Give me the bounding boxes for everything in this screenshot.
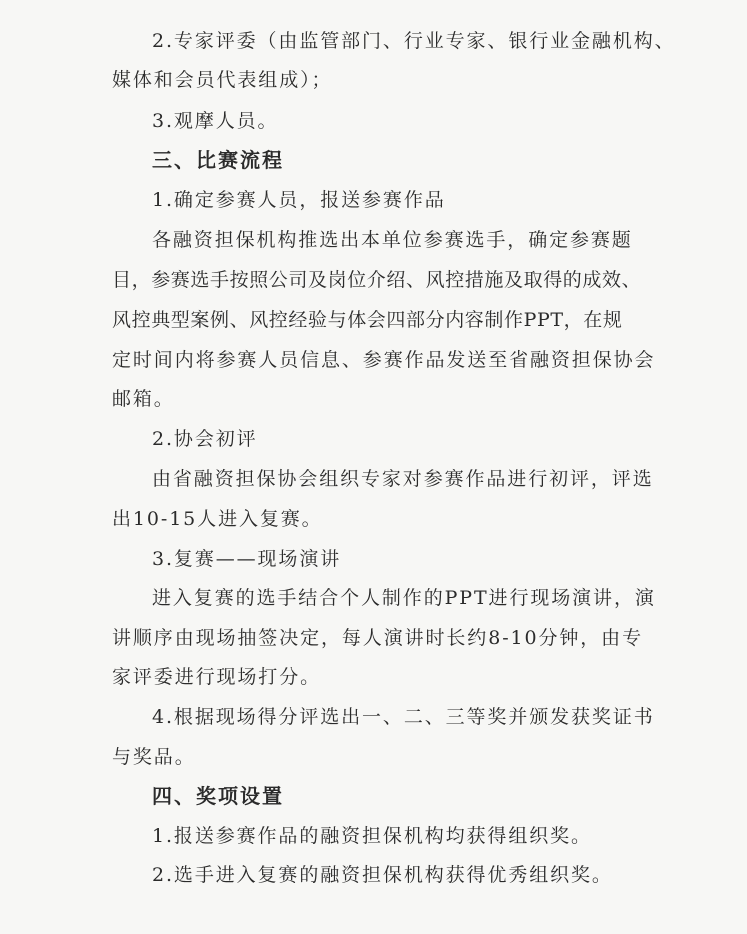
process-step-2-body: 由省融资担保协会组织专家对参赛作品进行初评，评选 — [152, 468, 654, 490]
process-step-3-title: 3.复赛——现场演讲 — [152, 548, 342, 570]
process-step-4: 4.根据现场得分评选出一、二、三等奖并颁发获奖证书 — [152, 706, 655, 728]
process-step-3-body: 进入复赛的选手结合个人制作的PPT进行现场演讲，演 — [152, 587, 656, 609]
award-item-1: 1.报送参赛作品的融资担保机构均获得组织奖。 — [152, 825, 592, 847]
section-heading-competition-process: 三、比赛流程 — [152, 148, 284, 172]
process-step-3-body: 讲顺序由现场抽签决定，每人演讲时长约8-10分钟，由专 — [112, 627, 643, 649]
evaluator-item-2: 2.专家评委（由监管部门、行业专家、银行业金融机构、 — [152, 30, 676, 52]
process-step-1-body: 目，参赛选手按照公司及岗位介绍、风控措施及取得的成效、 — [112, 269, 642, 291]
process-step-2-body: 出10-15人进入复赛。 — [112, 508, 323, 530]
process-step-1-body: 邮箱。 — [112, 388, 175, 410]
process-step-1-title: 1.确定参赛人员，报送参赛作品 — [152, 189, 446, 211]
award-item-2: 2.选手进入复赛的融资担保机构获得优秀组织奖。 — [152, 864, 613, 886]
section-heading-awards: 四、奖项设置 — [152, 784, 284, 808]
evaluator-item-2-continued: 媒体和会员代表组成）； — [112, 69, 333, 91]
process-step-1-body: 各融资担保机构推选出本单位参赛选手，确定参赛题 — [152, 229, 633, 251]
process-step-3-body: 家评委进行现场打分。 — [112, 666, 322, 688]
process-step-4-continued: 与奖品。 — [112, 746, 196, 768]
process-step-1-body: 风控典型案例、风控经验与体会四部分内容制作PPT，在规 — [112, 309, 623, 331]
evaluator-item-3: 3.观摩人员。 — [152, 110, 279, 132]
process-step-2-title: 2.协会初评 — [152, 428, 258, 450]
process-step-1-body: 定时间内将参赛人员信息、参赛作品发送至省融资担保协会 — [112, 349, 656, 371]
